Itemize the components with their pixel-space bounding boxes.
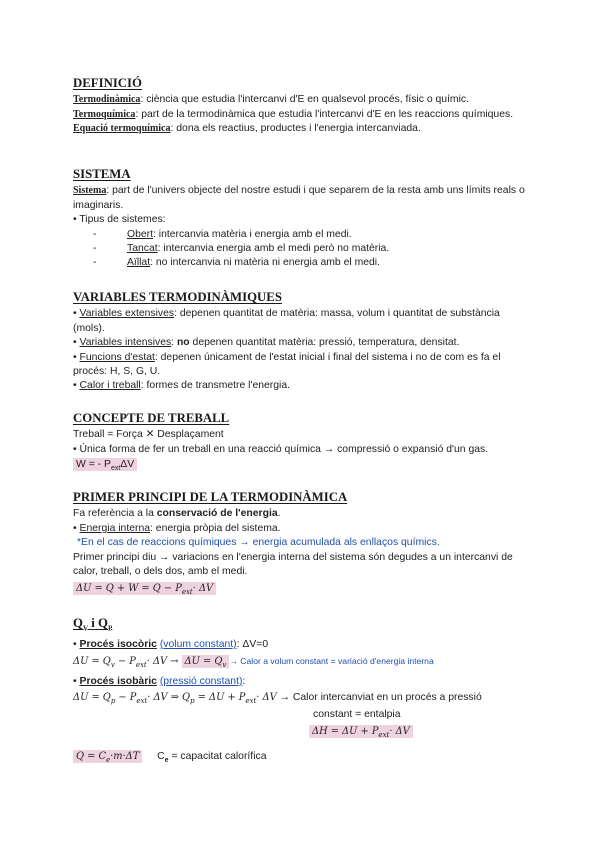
entalpia-label: constant = entalpia [313,709,401,721]
list-item: - Tancat: intercanvia energia amb el medi però no matèria. [93,243,390,255]
def-sistema: : part de l'univers objecte del nostre estudi i que separem de la resta amb uns límits reals o imaginaris. [73,185,525,211]
equation-isobaric: $\Delta U = Q_p - P_{ext}\cdot \Delta V$ ⇒ $Q_p = \Delta U + P_{ext}\cdot \Delta V$ → Calor intercanviat en un procés a pressió [73,692,482,706]
section-sistema [73,167,530,271]
term-proces-isobaric: Procés isobàric [79,675,157,687]
section-treball [73,411,530,477]
def-termoquimica: : part de la termodinàmica que estudia l'intercanvi d'E en les reaccions químiques. [135,108,514,120]
formula-primer-principi: $\Delta U = Q + W = Q - P_{ext}\cdot \Delta V$ [73,582,216,595]
term-sistema: Sistema [73,185,107,197]
treball-definition: Treball = Força ✕ Desplaçament [73,429,224,441]
formula-treball: W = - $P_{ext}\Delta V$ [73,458,137,471]
term-obert: Obert [127,228,153,240]
section-qv-qp: $Q_V$ i $Q_P$ • Procés isocòric (volum constant): ΔV=0 $\Delta U = Q_v - P_{ext}\cdot \Delta V \to \Delta U = Q_v$ → Calor a volum constant = variació d'energia interna • Procés isobàric (pressió constant): $\Delta U = Q_p - P_{ext}\cdot \Delta V$ ⇒ $Q_p = \Delta U + P_{ext}\cdot \Delta V$ → Calor intercanviat en un procés a pressió constant = entalpia $\Delta H = \Delta U + P_{ext}\cdot \Delta V$ $Q = C_e\cdot m\cdot\Delta T$ $C_e$ = capacitat calorífica [73,616,530,769]
def-equacio-termoquimica: : dona els reactius, productes i l'energia intercanviada. [170,123,421,135]
primer-principi-text: Primer principi diu → variacions en l'energia interna del sistema són degudes a un intercanvi de calor, treball, o dels dos, amb el medi. [73,551,513,578]
formula-entalpia: $\Delta H = \Delta U + P_{ext}\cdot \Delta V$ [309,725,413,738]
term-tancat: Tancat [127,243,158,255]
term-energia-interna: Energia interna [79,522,151,534]
term-variables-intensives: Variables intensives [79,337,172,349]
capacitat-calorifica: $C_e$ = capacitat calorífica [157,751,267,765]
note-reaccions: *En el cas de reaccions químiques → energia acumulada als enllaços químics. [77,537,440,549]
term-termodinamica: Termodinàmica [73,94,141,106]
list-item: - Aïllat: no intercanvia ni matèria ni energia amb el medi. [93,257,380,269]
term-equacio-termoquimica: Equació termoquímica [73,123,171,135]
treball-note: • Única forma de fer un treball en una reacció química → compressió o expansió d'un gas. [73,443,489,455]
tipus-sistemes: • Tipus de sistemes: [73,214,166,226]
section-primer-principi: PRIMER PRINCIPI DE LA TERMODINÀMICA Fa referència a la conservació de l'energia. • Energia interna: energia pròpia del sistema. *En el cas de reaccions químiques → energia acumulada als enllaços químics. Primer principi diu → variacions en l'energia interna del sistema són degudes a un intercanvi de calor, treball, o dels dos, amb el medi. $\Delta U = Q + W = Q - P_{ext}\cdot \Delta V$ [73,490,530,600]
heading-sistema: SISTEMA [73,167,131,181]
term-variables-extensives: Variables extensives [79,308,175,320]
heading-treball: CONCEPTE DE TREBALL [73,411,230,425]
formula-du-qv: $\Delta U = Q_v$ [182,655,230,668]
term-aillat: Aïllat [127,257,151,269]
term-funcions-estat: Funcions d'estat [79,351,155,363]
section-definicio [73,76,530,137]
term-proces-isocoric: Procés isocòric [79,638,157,650]
term-termoquimica: Termoquímica [73,108,136,120]
list-item: - Obert: intercanvia matèria i energia amb el medi. [93,228,352,240]
term-calor-treball: Calor i treball [79,380,141,392]
heading-primer-principi: PRIMER PRINCIPI DE LA TERMODINÀMICA [73,490,348,504]
def-termodinamica: : ciència que estudia l'intercanvi d'E en qualsevol procés, físic o químic. [140,94,469,106]
heading-qv-qp: $Q_V$ i $Q_P$ [73,616,113,633]
section-variables: VARIABLES TERMODINÀMIQUES • Variables extensives: depenen quantitat de matèria: massa, volum i quantitat de substància (mols). • Variables intensives: no depenen quantitat matèria: pressió, temperatura, densitat. • Funcions d'estat: depenen únicament de l'estat inicial i final del sistema i no de com es fa el procés: H, S, G, U. • Calor i treball: formes de transmetre l'energia. [73,290,530,394]
heading-variables: VARIABLES TERMODINÀMIQUES [73,290,282,304]
equation-isocoric: $\Delta U = Q_v - P_{ext}\cdot \Delta V \to \Delta U = Q_v$ → Calor a volum constant = variació d'energia interna [73,656,434,670]
formula-calor: $Q = C_e\cdot m\cdot\Delta T$ [73,750,142,763]
heading-definicio: DEFINICIÓ [73,76,142,90]
